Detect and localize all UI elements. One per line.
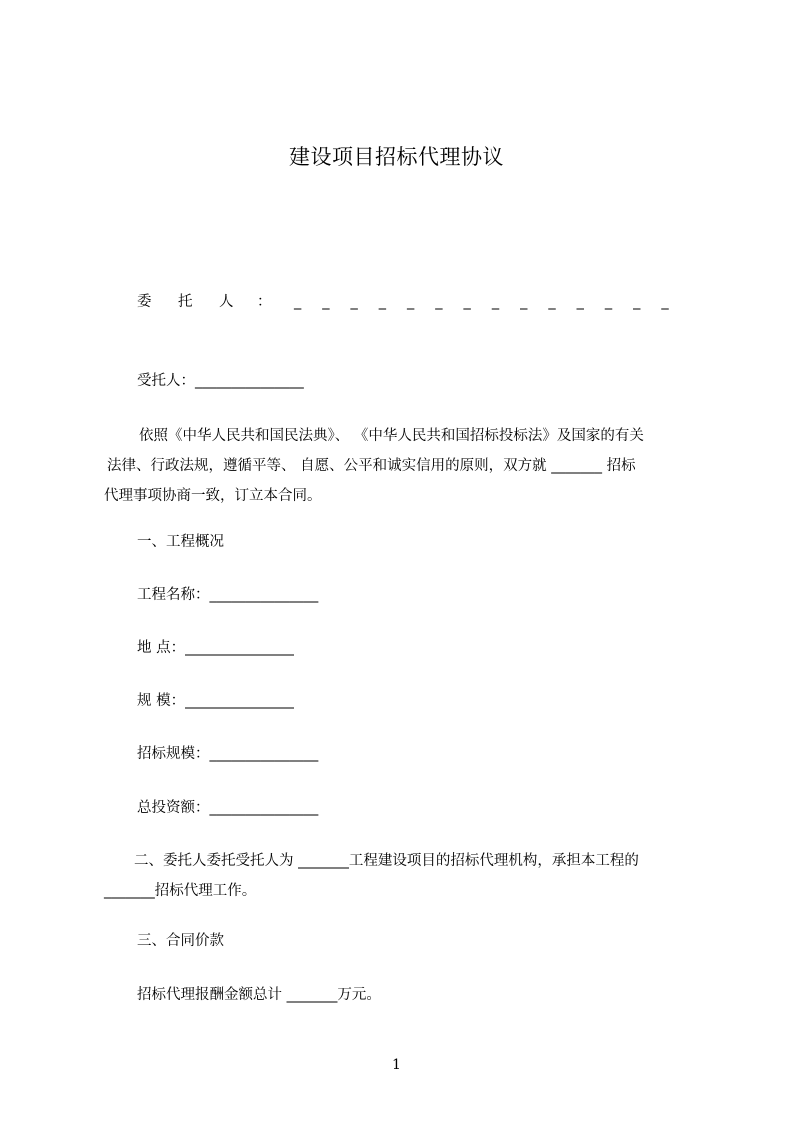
document-title: 建设项目招标代理协议 <box>289 145 504 169</box>
preamble-paragraph <box>104 421 702 511</box>
bidding-scale-field: 招标规模：_______________ <box>137 746 319 762</box>
section-heading: 三、合同价款 <box>137 933 224 949</box>
preamble-row: 依照《中华人民共和国民法典》、 《中华人民共和国招标投标法》及国家的有关 <box>139 428 644 444</box>
principal-blank: _ _ _ _ _ _ _ _ _ _ _ _ _ _ <box>294 294 677 310</box>
agent-field: 受托人：_______________ <box>137 373 304 389</box>
principal-label <box>137 291 272 313</box>
location-field: 地 点：_______________ <box>137 640 294 656</box>
section2-paragraph <box>104 846 702 906</box>
principal-field <box>137 291 700 313</box>
principal-label-colon: ： <box>257 294 272 310</box>
principal-label-char: 人 <box>219 294 234 310</box>
section2-row: _______招标代理工作。 <box>104 883 257 899</box>
principal-label-char: 委 <box>137 294 152 310</box>
section2-row: 二、委托人委托受托人为 _______工程建设项目的招标代理机构，承担本工程的 <box>134 853 639 869</box>
page-number: 1 <box>392 1057 401 1073</box>
preamble-row: 法律、行政法规，遵循平等、 自愿、公平和诚实信用的原则，双方就 _______ 招标 <box>107 458 636 474</box>
project-name-field: 工程名称：_______________ <box>137 587 319 603</box>
scale-field: 规 模：_______________ <box>137 693 294 709</box>
principal-label-char: 托 <box>178 294 193 310</box>
preamble-row: 代理事项协商一致，订立本合同。 <box>104 488 322 504</box>
fee-field: 招标代理报酬金额总计 _______万元。 <box>137 987 381 1003</box>
section-heading: 一、工程概况 <box>137 534 224 550</box>
total-investment-field: 总投资额：_______________ <box>137 800 319 816</box>
